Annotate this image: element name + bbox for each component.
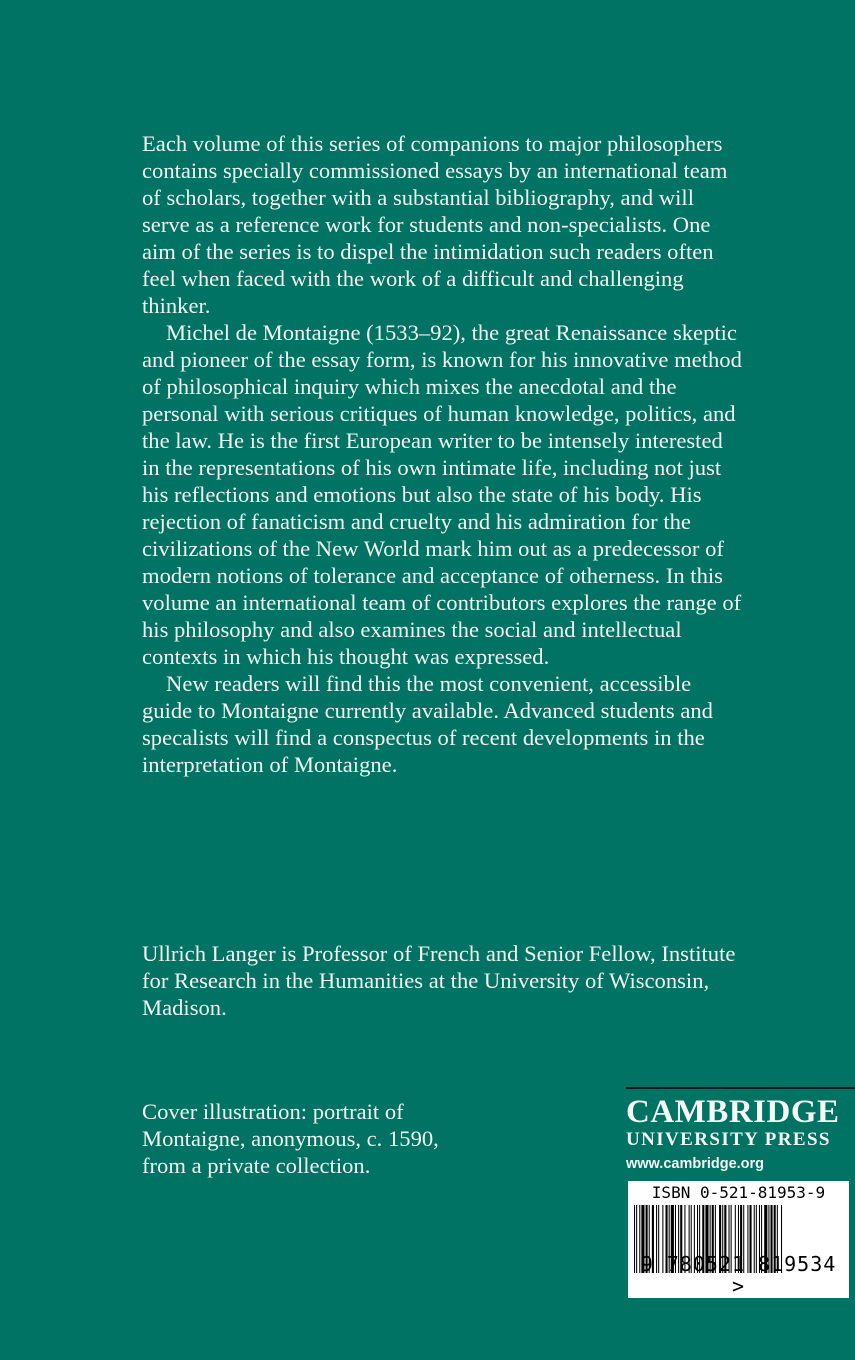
blurb <box>142 130 742 778</box>
blurb-paragraph-intro: Each volume of this series of companions to major philosophers contains specially commissioned essays by an international team of scholars, together with a substantial bibliography, and will serve as a reference work for students and non-specialists. One aim of the series is to dispel the intimidation such readers often feel when faced with the work of a difficult and challenging thinker. <box>142 131 728 318</box>
publisher-url: www.cambridge.org <box>626 1156 765 1172</box>
publisher-rule <box>626 1087 855 1089</box>
publisher-subname: UNIVERSITY PRESS <box>626 1129 831 1150</box>
barcode-box <box>628 1181 849 1298</box>
cover-credit: Cover illustration: portrait of Montaigne, anonymous, c. 1590, from a private collection. <box>142 1099 439 1178</box>
blurb-paragraph-readers: New readers will find this the most convenient, accessible guide to Montaigne currently available. Advanced students and specalists will find a conspectus of recent developments in the interpretation of Montaigne. <box>142 671 713 777</box>
isbn-label: ISBN 0-521-81953-9 <box>651 1183 826 1202</box>
publisher-logo <box>626 1087 855 1173</box>
blurb-paragraph-montaigne: Michel de Montaigne (1533–92), the great Renaissance skeptic and pioneer of the essay form, is known for his innovative method of philosophical inquiry which mixes the anecdotal and the personal with serious critiques of human knowledge, politics, and the law. He is the first European writer to be intensely interested in the representations of his own intimate life, including not just his reflections and emotions but also the state of his body. His rejection of fanaticism and cruelty and his admiration for the civilizations of the New World mark him out as a predecessor of modern notions of tolerance and acceptance of otherness. In this volume an international team of contributors explores the range of his philosophy and also examines the social and intellectual contexts in which his thought was expressed. <box>142 320 742 669</box>
publisher-name: CAMBRIDGE <box>626 1094 840 1130</box>
barcode-digits: 9 780521 819534 > <box>640 1252 837 1298</box>
author-bio: Ullrich Langer is Professor of French and Senior Fellow, Institute for Research in the Humanities at the University of Wisconsin, Madison. <box>142 941 736 1020</box>
